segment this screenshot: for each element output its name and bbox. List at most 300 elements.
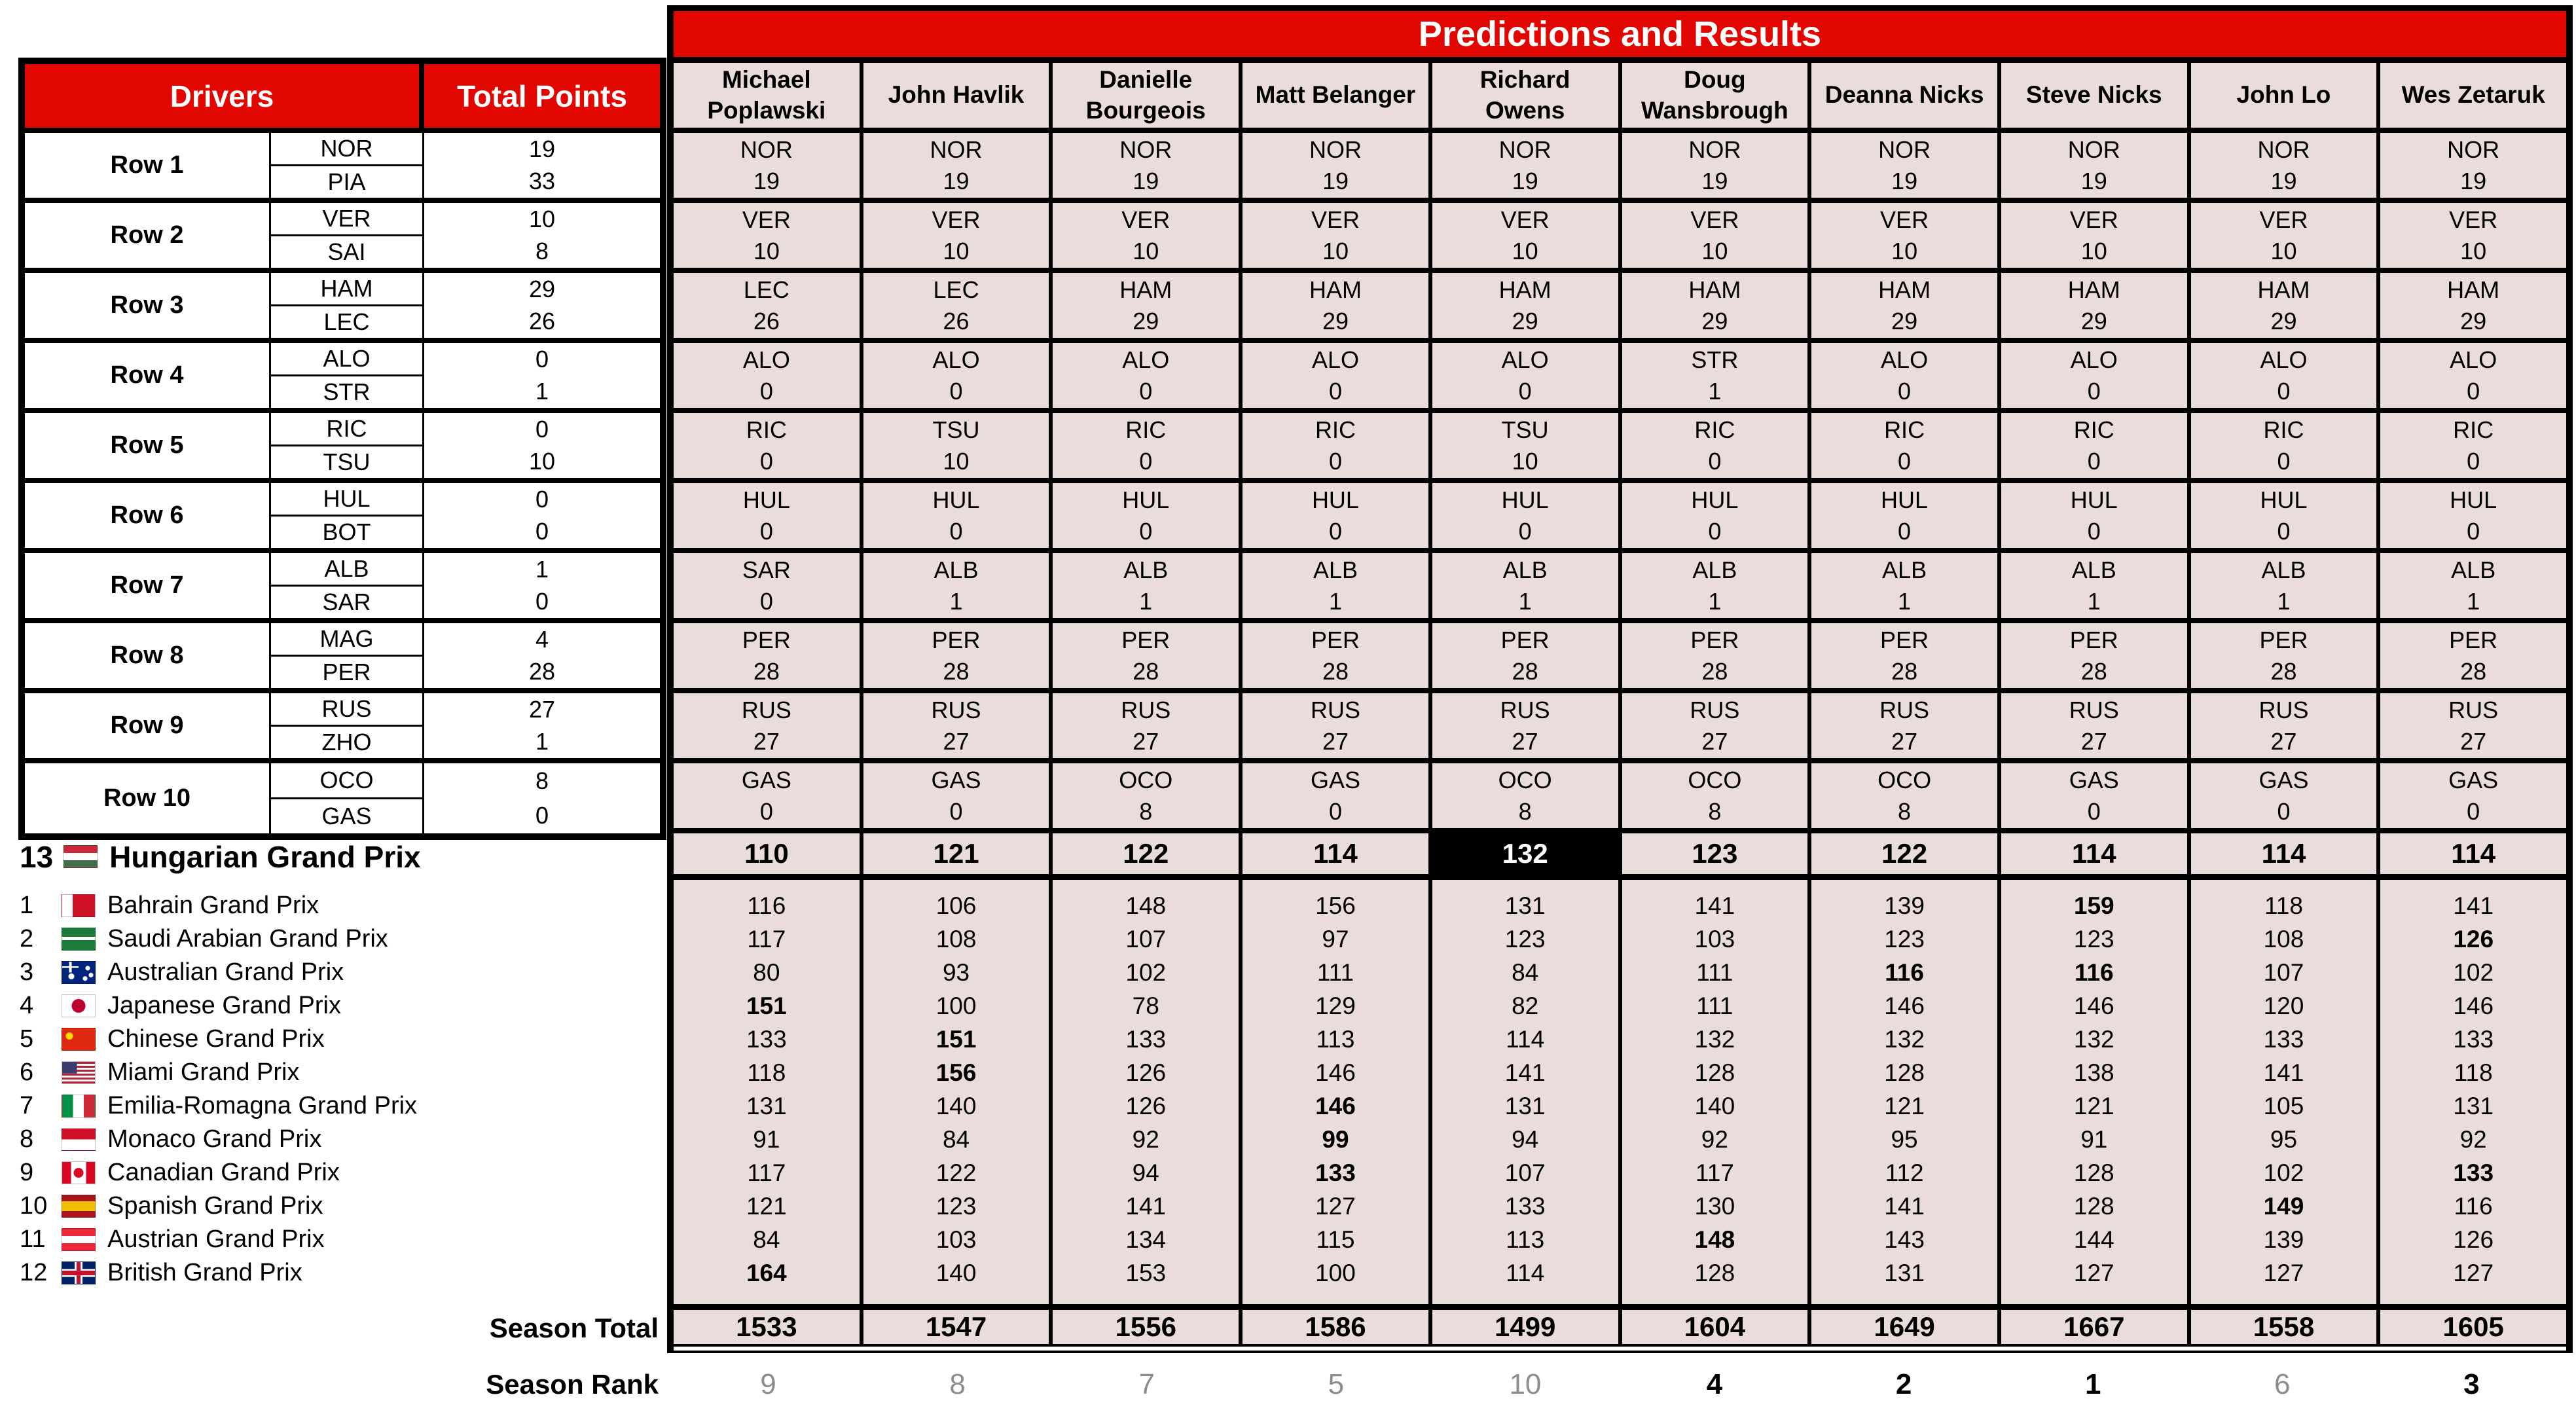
prediction-cell[interactable]: [1807, 763, 1997, 828]
prediction-cell[interactable]: [2376, 273, 2566, 338]
race-score-cell[interactable]: 102: [2263, 1159, 2304, 1186]
driver-points-cell[interactable]: 0: [535, 485, 549, 513]
race-score-cell[interactable]: 107: [2263, 958, 2304, 986]
prediction-cell[interactable]: [860, 413, 1049, 478]
season-rank-cell[interactable]: 4: [1706, 1368, 1723, 1400]
prediction-cell[interactable]: [1239, 623, 1428, 688]
player-column-header[interactable]: Wes Zetaruk: [2376, 63, 2566, 128]
driver-points-cell[interactable]: 19: [528, 135, 556, 162]
row-label[interactable]: Row 4: [25, 343, 271, 408]
driver-code-cell[interactable]: OCO: [271, 763, 422, 799]
prediction-cell[interactable]: [1239, 763, 1428, 828]
race-score-cell[interactable]: 116: [2074, 958, 2114, 986]
driver-code-cell[interactable]: STR: [323, 378, 371, 405]
race-list-item[interactable]: [20, 1256, 417, 1290]
race-score-cell[interactable]: 123: [2073, 925, 2114, 953]
driver-points-cell[interactable]: 26: [528, 308, 556, 335]
race-score-cell[interactable]: 140: [935, 1092, 977, 1119]
season-total-cell[interactable]: 1649: [1807, 1310, 1997, 1344]
prediction-cell[interactable]: [1618, 623, 1808, 688]
race-score-cell[interactable]: 100: [1315, 1259, 1356, 1286]
race-score-cell[interactable]: 97: [1322, 925, 1349, 953]
race-score-cell[interactable]: 116: [2454, 1192, 2493, 1220]
race-score-cell[interactable]: 128: [2073, 1159, 2114, 1186]
race-score-cell[interactable]: 131: [746, 1092, 787, 1119]
race-score-cell[interactable]: 128: [1694, 1259, 1735, 1286]
race-score-cell[interactable]: 103: [935, 1225, 977, 1253]
prediction-cell[interactable]: [1997, 693, 2187, 758]
prediction-cell[interactable]: [1239, 343, 1428, 408]
prediction-cell[interactable]: [1807, 203, 1997, 268]
prediction-cell[interactable]: [2376, 343, 2566, 408]
race-score-cell[interactable]: 149: [2263, 1192, 2304, 1220]
race-score-cell[interactable]: 164: [746, 1259, 787, 1286]
driver-code-cell[interactable]: BOT: [322, 518, 371, 545]
race-score-cell[interactable]: 92: [1132, 1125, 1159, 1153]
driver-code-cell[interactable]: LEC: [323, 308, 370, 335]
season-total-cell[interactable]: 1547: [860, 1310, 1049, 1344]
race-score-cell[interactable]: 100: [935, 992, 977, 1019]
race-score-cell[interactable]: 148: [1694, 1225, 1735, 1253]
prediction-cell[interactable]: [1428, 693, 1618, 758]
driver-code-cell[interactable]: ZHO: [321, 729, 372, 755]
prediction-cell[interactable]: [1807, 413, 1997, 478]
race-score-cell[interactable]: 133: [1504, 1192, 1546, 1220]
race-score-cell[interactable]: 102: [1125, 958, 1167, 986]
season-total-label-cell[interactable]: [18, 1310, 659, 1347]
race-score-cell[interactable]: 91: [753, 1125, 780, 1153]
row-label[interactable]: Row 7: [25, 553, 271, 618]
race-score-cell[interactable]: 126: [1125, 1059, 1167, 1086]
season-rank-cell[interactable]: 7: [1138, 1368, 1155, 1400]
season-rank-cell[interactable]: 6: [2274, 1368, 2291, 1400]
race-total-cell[interactable]: 122: [1807, 833, 1997, 874]
prediction-cell[interactable]: [1807, 273, 1997, 338]
race-list-item[interactable]: [20, 1089, 417, 1123]
race-score-cell[interactable]: 127: [2263, 1259, 2304, 1286]
prediction-cell[interactable]: [1049, 413, 1239, 478]
race-score-cell[interactable]: 105: [2263, 1092, 2304, 1119]
race-score-cell[interactable]: 95: [2270, 1125, 2298, 1153]
race-score-cell[interactable]: 102: [2453, 958, 2494, 986]
driver-points-cell[interactable]: 8: [535, 238, 549, 265]
driver-points-cell[interactable]: 1: [535, 378, 549, 405]
prediction-cell[interactable]: [1618, 203, 1808, 268]
player-column-header[interactable]: Richard Owens: [1428, 63, 1618, 128]
race-total-cell[interactable]: 114: [2376, 833, 2566, 874]
race-score-cell[interactable]: 129: [1315, 992, 1356, 1019]
race-score-cell[interactable]: 84: [753, 1225, 780, 1253]
prediction-cell[interactable]: [1807, 133, 1997, 198]
row-label[interactable]: Row 8: [25, 623, 271, 688]
race-list-item[interactable]: [20, 956, 417, 989]
race-total-cell[interactable]: 132: [1428, 833, 1618, 874]
race-score-cell[interactable]: 146: [2073, 992, 2114, 1019]
race-score-cell[interactable]: 92: [1701, 1125, 1728, 1153]
driver-code-cell[interactable]: NOR: [271, 133, 422, 166]
race-score-cell[interactable]: 117: [747, 1159, 786, 1186]
driver-code-cell[interactable]: ALO: [271, 343, 422, 376]
prediction-cell[interactable]: [1428, 483, 1618, 548]
season-total-cell[interactable]: 1605: [2376, 1310, 2566, 1344]
race-list-item[interactable]: [20, 1023, 417, 1056]
season-rank-cell[interactable]: 9: [760, 1368, 776, 1400]
race-total-cell[interactable]: 122: [1049, 833, 1239, 874]
race-score-cell[interactable]: 116: [747, 892, 786, 919]
driver-code-cell[interactable]: GAS: [321, 803, 372, 829]
driver-code-cell[interactable]: HAM: [271, 273, 422, 306]
race-score-cell[interactable]: 151: [746, 992, 787, 1019]
prediction-cell[interactable]: [1239, 483, 1428, 548]
driver-code-cell[interactable]: RUS: [271, 693, 422, 727]
prediction-cell[interactable]: [1049, 203, 1239, 268]
race-score-cell[interactable]: 141: [2453, 892, 2494, 919]
race-score-cell[interactable]: 151: [935, 1025, 977, 1053]
race-list-item[interactable]: [20, 1056, 417, 1089]
race-score-cell[interactable]: 115: [1316, 1225, 1355, 1253]
race-score-cell[interactable]: 84: [1512, 958, 1539, 986]
race-list-item[interactable]: [20, 1156, 417, 1189]
prediction-cell[interactable]: [1807, 693, 1997, 758]
prediction-cell[interactable]: [1049, 763, 1239, 828]
prediction-cell[interactable]: [1807, 553, 1997, 618]
driver-points-cell[interactable]: 10: [528, 205, 556, 232]
race-score-cell[interactable]: 133: [2453, 1025, 2494, 1053]
race-score-cell[interactable]: 106: [935, 892, 977, 919]
driver-code-cell[interactable]: MAG: [271, 623, 422, 657]
prediction-cell[interactable]: [2376, 763, 2566, 828]
row-label[interactable]: Row 5: [25, 413, 271, 478]
race-score-cell[interactable]: 80: [753, 958, 780, 986]
season-rank-cell[interactable]: 5: [1328, 1368, 1345, 1400]
player-column-header[interactable]: Steve Nicks: [1997, 63, 2187, 128]
driver-code-cell[interactable]: PIA: [327, 168, 366, 195]
prediction-cell[interactable]: [1428, 763, 1618, 828]
prediction-cell[interactable]: [2376, 693, 2566, 758]
prediction-cell[interactable]: [860, 693, 1049, 758]
race-total-cell[interactable]: 114: [2187, 833, 2377, 874]
prediction-cell[interactable]: [1239, 203, 1428, 268]
prediction-cell[interactable]: [1997, 413, 2187, 478]
race-score-cell[interactable]: 144: [2073, 1225, 2114, 1253]
prediction-cell[interactable]: [860, 763, 1049, 828]
race-score-cell[interactable]: 111: [1696, 958, 1733, 986]
race-score-cell[interactable]: 122: [935, 1159, 977, 1186]
player-column-header[interactable]: John Havlik: [860, 63, 1049, 128]
race-score-cell[interactable]: 118: [747, 1059, 786, 1086]
player-column-header[interactable]: Michael Poplawski: [674, 63, 860, 128]
race-score-cell[interactable]: 94: [1512, 1125, 1539, 1153]
prediction-cell[interactable]: [2187, 483, 2377, 548]
race-score-cell[interactable]: 117: [1695, 1159, 1734, 1186]
race-score-cell[interactable]: 146: [1315, 1059, 1356, 1086]
driver-points-cell[interactable]: 27: [528, 695, 556, 723]
driver-points-cell[interactable]: 10: [528, 448, 556, 475]
race-score-cell[interactable]: 118: [2264, 892, 2303, 919]
prediction-cell[interactable]: [1428, 273, 1618, 338]
prediction-cell[interactable]: [674, 623, 860, 688]
race-score-cell[interactable]: 146: [1884, 992, 1925, 1019]
race-score-cell[interactable]: 107: [1504, 1159, 1546, 1186]
race-score-cell[interactable]: 133: [1125, 1025, 1167, 1053]
season-total-cell[interactable]: 1499: [1428, 1310, 1618, 1344]
driver-code-cell[interactable]: HUL: [271, 483, 422, 517]
race-score-cell[interactable]: 143: [1884, 1225, 1925, 1253]
prediction-cell[interactable]: [674, 343, 860, 408]
race-score-cell[interactable]: 159: [2073, 892, 2114, 919]
prediction-cell[interactable]: [1239, 273, 1428, 338]
race-score-cell[interactable]: 131: [1504, 1092, 1546, 1119]
row-label[interactable]: Row 3: [25, 273, 271, 338]
prediction-cell[interactable]: [1428, 343, 1618, 408]
season-rank-label-cell[interactable]: [18, 1362, 659, 1407]
race-score-cell[interactable]: 108: [935, 925, 977, 953]
prediction-cell[interactable]: [1428, 203, 1618, 268]
season-rank-cell[interactable]: 8: [949, 1368, 966, 1400]
race-score-cell[interactable]: 121: [1884, 1092, 1925, 1119]
race-score-cell[interactable]: 92: [2459, 1125, 2487, 1153]
race-score-cell[interactable]: 156: [935, 1059, 977, 1086]
prediction-cell[interactable]: [674, 203, 860, 268]
prediction-cell[interactable]: [1997, 343, 2187, 408]
race-score-cell[interactable]: 146: [2453, 992, 2494, 1019]
prediction-cell[interactable]: [1997, 273, 2187, 338]
season-total-cell[interactable]: 1533: [674, 1310, 860, 1344]
prediction-cell[interactable]: [1807, 623, 1997, 688]
season-rank-cell[interactable]: 1: [2084, 1368, 2101, 1400]
driver-points-cell[interactable]: 0: [535, 802, 549, 829]
prediction-cell[interactable]: [2187, 623, 2377, 688]
prediction-cell[interactable]: [860, 553, 1049, 618]
prediction-cell[interactable]: [2376, 483, 2566, 548]
race-score-cell[interactable]: 134: [1125, 1225, 1167, 1253]
prediction-cell[interactable]: [1618, 413, 1808, 478]
prediction-cell[interactable]: [2187, 553, 2377, 618]
prediction-cell[interactable]: [1049, 133, 1239, 198]
prediction-cell[interactable]: [1997, 203, 2187, 268]
prediction-cell[interactable]: [674, 693, 860, 758]
prediction-cell[interactable]: [2376, 413, 2566, 478]
prediction-cell[interactable]: [860, 343, 1049, 408]
race-score-cell[interactable]: 118: [2454, 1059, 2493, 1086]
race-score-cell[interactable]: 127: [2453, 1259, 2494, 1286]
prediction-cell[interactable]: [1618, 273, 1808, 338]
race-score-cell[interactable]: 141: [1125, 1192, 1167, 1220]
race-score-cell[interactable]: 113: [1316, 1025, 1355, 1053]
race-score-cell[interactable]: 132: [1884, 1025, 1925, 1053]
race-list-item[interactable]: [20, 922, 417, 956]
current-race-label[interactable]: [20, 833, 421, 880]
prediction-cell[interactable]: [1049, 273, 1239, 338]
prediction-cell[interactable]: [1428, 623, 1618, 688]
season-total-cell[interactable]: 1558: [2187, 1310, 2377, 1344]
race-score-cell[interactable]: 116: [1885, 958, 1924, 986]
race-score-cell[interactable]: 133: [2263, 1025, 2304, 1053]
race-score-cell[interactable]: 111: [1696, 992, 1733, 1019]
prediction-cell[interactable]: [860, 273, 1049, 338]
race-score-cell[interactable]: 107: [1125, 925, 1167, 953]
race-score-cell[interactable]: 126: [2453, 925, 2494, 953]
race-score-cell[interactable]: 108: [2263, 925, 2304, 953]
driver-points-cell[interactable]: 0: [535, 415, 549, 443]
race-score-cell[interactable]: 138: [2073, 1059, 2114, 1086]
race-score-cell[interactable]: 127: [1315, 1192, 1356, 1220]
race-score-cell[interactable]: 153: [1125, 1259, 1167, 1286]
season-rank-cell[interactable]: 10: [1509, 1368, 1542, 1400]
prediction-cell[interactable]: [674, 133, 860, 198]
prediction-cell[interactable]: [1239, 553, 1428, 618]
prediction-cell[interactable]: [2376, 133, 2566, 198]
race-score-cell[interactable]: 91: [2080, 1125, 2108, 1153]
prediction-cell[interactable]: [1618, 763, 1808, 828]
race-score-cell[interactable]: 121: [746, 1192, 787, 1220]
race-list-item[interactable]: [20, 989, 417, 1023]
prediction-cell[interactable]: [674, 483, 860, 548]
prediction-cell[interactable]: [1618, 343, 1808, 408]
race-list-item[interactable]: [20, 1189, 417, 1223]
race-score-cell[interactable]: 140: [1694, 1092, 1735, 1119]
prediction-cell[interactable]: [1807, 343, 1997, 408]
race-score-cell[interactable]: 141: [1504, 1059, 1546, 1086]
driver-points-cell[interactable]: 0: [535, 345, 549, 372]
race-score-cell[interactable]: 103: [1694, 925, 1735, 953]
race-score-cell[interactable]: 127: [2073, 1259, 2114, 1286]
race-score-cell[interactable]: 131: [2453, 1092, 2494, 1119]
driver-code-cell[interactable]: SAI: [327, 238, 366, 265]
prediction-cell[interactable]: [1618, 693, 1808, 758]
race-total-cell[interactable]: 110: [674, 833, 860, 874]
race-score-cell[interactable]: 141: [1694, 892, 1735, 919]
race-score-cell[interactable]: 123: [1504, 925, 1546, 953]
player-column-header[interactable]: Matt Belanger: [1239, 63, 1428, 128]
prediction-cell[interactable]: [2376, 553, 2566, 618]
player-column-header[interactable]: Deanna Nicks: [1807, 63, 1997, 128]
season-total-cell[interactable]: 1556: [1049, 1310, 1239, 1344]
prediction-cell[interactable]: [1049, 343, 1239, 408]
season-total-cell[interactable]: 1667: [1997, 1310, 2187, 1344]
driver-code-cell[interactable]: TSU: [323, 448, 371, 475]
race-score-cell[interactable]: 93: [942, 958, 970, 986]
prediction-cell[interactable]: [2187, 133, 2377, 198]
race-score-cell[interactable]: 128: [1884, 1059, 1925, 1086]
race-score-cell[interactable]: 120: [2263, 992, 2304, 1019]
race-score-cell[interactable]: 132: [1694, 1025, 1735, 1053]
race-score-cell[interactable]: 133: [746, 1025, 787, 1053]
prediction-cell[interactable]: [1997, 763, 2187, 828]
prediction-cell[interactable]: [1428, 133, 1618, 198]
prediction-cell[interactable]: [1049, 483, 1239, 548]
predictions-results-banner[interactable]: [667, 5, 2573, 63]
prediction-cell[interactable]: [1428, 553, 1618, 618]
driver-code-cell[interactable]: SAR: [322, 589, 371, 615]
prediction-cell[interactable]: [2376, 623, 2566, 688]
prediction-cell[interactable]: [674, 413, 860, 478]
season-rank-cell[interactable]: 2: [1895, 1368, 1912, 1400]
driver-points-cell[interactable]: 0: [535, 588, 549, 615]
total-points-header-cell[interactable]: [424, 64, 660, 128]
prediction-cell[interactable]: [860, 623, 1049, 688]
prediction-cell[interactable]: [674, 273, 860, 338]
season-total-cell[interactable]: 1604: [1618, 1310, 1808, 1344]
race-score-cell[interactable]: 139: [1884, 892, 1925, 919]
race-total-cell[interactable]: 121: [860, 833, 1049, 874]
race-score-cell[interactable]: 131: [1504, 892, 1546, 919]
driver-points-cell[interactable]: 33: [528, 168, 556, 195]
driver-points-cell[interactable]: 0: [535, 518, 549, 545]
player-column-header[interactable]: Danielle Bourgeois: [1049, 63, 1239, 128]
race-score-cell[interactable]: 114: [1506, 1025, 1545, 1053]
race-score-cell[interactable]: 130: [1694, 1192, 1735, 1220]
race-score-cell[interactable]: 141: [1884, 1192, 1925, 1220]
race-list-item[interactable]: [20, 889, 417, 922]
race-total-cell[interactable]: 114: [1239, 833, 1428, 874]
race-score-cell[interactable]: 141: [2263, 1059, 2304, 1086]
row-label[interactable]: Row 2: [25, 203, 271, 268]
race-total-cell[interactable]: 123: [1618, 833, 1808, 874]
prediction-cell[interactable]: [674, 553, 860, 618]
row-label[interactable]: Row 6: [25, 483, 271, 548]
race-score-cell[interactable]: 99: [1322, 1125, 1349, 1153]
driver-points-cell[interactable]: 28: [528, 658, 556, 685]
race-score-cell[interactable]: 78: [1132, 992, 1159, 1019]
prediction-cell[interactable]: [1997, 623, 2187, 688]
prediction-cell[interactable]: [1239, 693, 1428, 758]
driver-code-cell[interactable]: VER: [271, 203, 422, 236]
prediction-cell[interactable]: [1807, 483, 1997, 548]
season-rank-cell[interactable]: 3: [2463, 1368, 2480, 1400]
prediction-cell[interactable]: [1239, 133, 1428, 198]
race-score-cell[interactable]: 123: [1884, 925, 1925, 953]
prediction-cell[interactable]: [2187, 413, 2377, 478]
prediction-cell[interactable]: [2376, 203, 2566, 268]
player-column-header[interactable]: Doug Wansbrough: [1618, 63, 1808, 128]
driver-points-cell[interactable]: 29: [528, 275, 556, 302]
race-score-cell[interactable]: 139: [2263, 1225, 2304, 1253]
race-score-cell[interactable]: 156: [1315, 892, 1356, 919]
driver-code-cell[interactable]: ALB: [271, 553, 422, 587]
race-score-cell[interactable]: 132: [2073, 1025, 2114, 1053]
race-score-cell[interactable]: 111: [1316, 958, 1354, 986]
driver-code-cell[interactable]: PER: [322, 659, 371, 685]
race-score-cell[interactable]: 128: [2073, 1192, 2114, 1220]
race-score-cell[interactable]: 128: [1694, 1059, 1735, 1086]
prediction-cell[interactable]: [1997, 133, 2187, 198]
race-list-item[interactable]: [20, 1123, 417, 1156]
prediction-cell[interactable]: [2187, 273, 2377, 338]
driver-code-cell[interactable]: RIC: [271, 413, 422, 446]
race-score-cell[interactable]: 133: [1315, 1159, 1356, 1186]
prediction-cell[interactable]: [2187, 693, 2377, 758]
race-score-cell[interactable]: 95: [1891, 1125, 1918, 1153]
race-score-cell[interactable]: 84: [942, 1125, 970, 1153]
prediction-cell[interactable]: [1618, 133, 1808, 198]
prediction-cell[interactable]: [1049, 553, 1239, 618]
race-list-item[interactable]: [20, 1223, 417, 1256]
prediction-cell[interactable]: [860, 203, 1049, 268]
prediction-cell[interactable]: [1239, 413, 1428, 478]
prediction-cell[interactable]: [1618, 553, 1808, 618]
race-score-cell[interactable]: 131: [1884, 1259, 1925, 1286]
race-score-cell[interactable]: 123: [935, 1192, 977, 1220]
prediction-cell[interactable]: [1997, 553, 2187, 618]
prediction-cell[interactable]: [860, 133, 1049, 198]
prediction-cell[interactable]: [1618, 483, 1808, 548]
race-score-cell[interactable]: 121: [2073, 1092, 2114, 1119]
race-score-cell[interactable]: 148: [1125, 892, 1167, 919]
driver-points-cell[interactable]: 1: [535, 728, 549, 755]
race-score-cell[interactable]: 126: [2453, 1225, 2494, 1253]
season-total-cell[interactable]: 1586: [1239, 1310, 1428, 1344]
